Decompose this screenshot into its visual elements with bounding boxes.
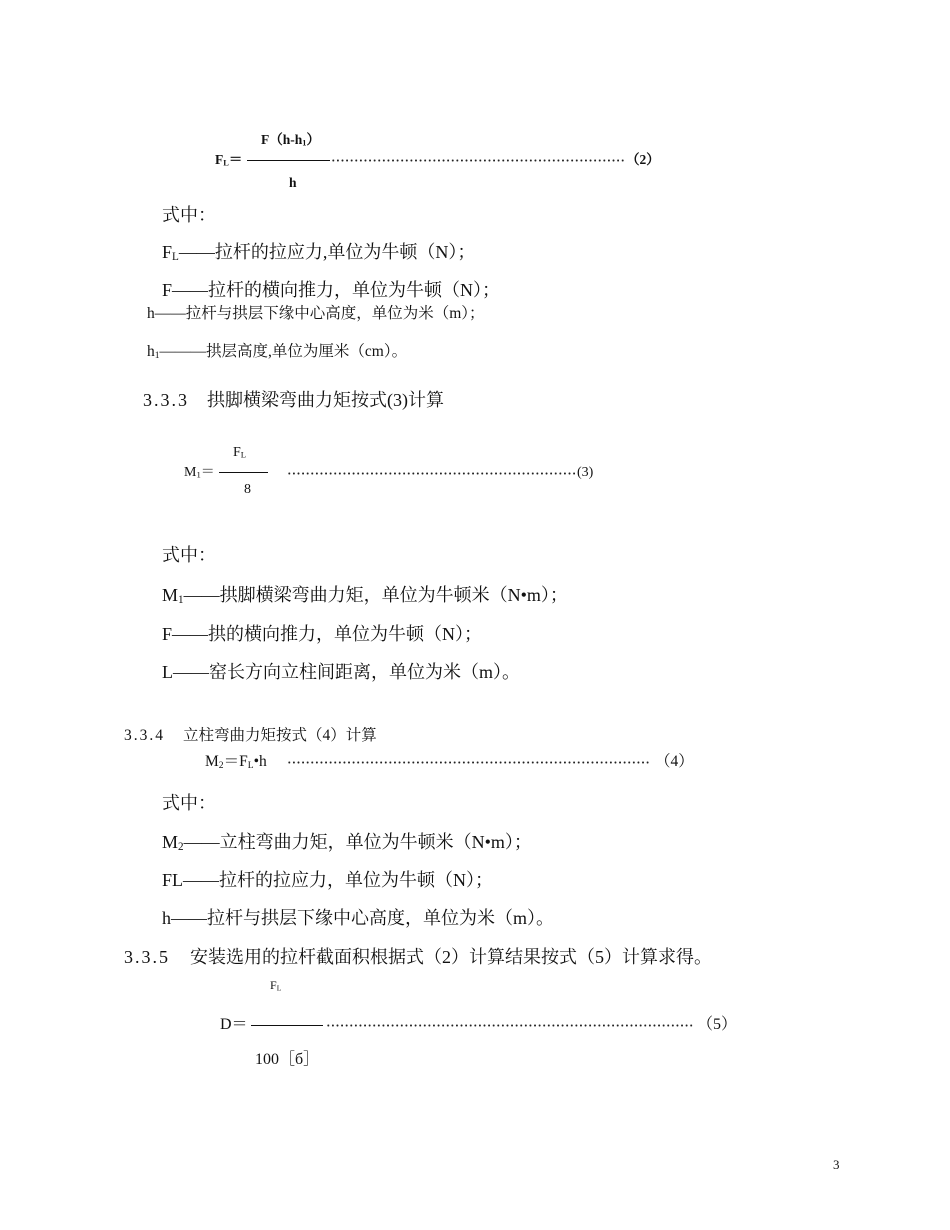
section-title: 安装选用的拉杆截面积根据式（2）计算结果按式（5）计算求得。 <box>190 947 712 967</box>
symbol: F <box>233 445 241 460</box>
formula-5-lhs: D＝ <box>220 1016 248 1033</box>
definition-h1 <box>147 342 407 362</box>
formula-5-fraction-bar <box>251 1025 323 1026</box>
symbol: F <box>162 280 173 300</box>
section-3-3-3-heading <box>143 388 444 412</box>
definition-m2 <box>162 830 532 854</box>
symbol: h <box>147 343 155 360</box>
definition-text: ——立柱弯曲力矩，单位为牛顿米（N•m）； <box>183 832 532 852</box>
formula-3-dot-leader <box>287 472 575 475</box>
section-number: 3.3.4 <box>124 727 165 744</box>
formula-4-dot-leader <box>287 761 651 764</box>
symbol: F <box>215 152 224 167</box>
formula-3-denominator: 8 <box>244 482 251 497</box>
subscript: L <box>276 983 282 993</box>
subscript: L <box>240 449 247 460</box>
symbol: F <box>162 624 173 644</box>
section-3-3-5-heading <box>124 945 712 969</box>
formula-4-expression <box>205 752 267 772</box>
definition-text: ——拉杆与拱层下缘中心高度，单位为米（m）； <box>154 305 485 322</box>
where-label: 式中： <box>162 793 216 813</box>
where-label: 式中： <box>162 205 216 225</box>
subscript: 1 <box>154 349 160 361</box>
definition-m1 <box>162 583 568 607</box>
formula-3-fraction-bar <box>219 472 268 473</box>
definition-text: ——拱脚横梁弯曲力矩，单位为牛顿米（N•m）； <box>183 585 568 605</box>
symbol: M <box>162 832 179 852</box>
section-title: 立柱弯曲力矩按式（4）计算 <box>183 727 377 744</box>
symbol: h <box>147 305 155 322</box>
subscript: L <box>223 158 229 168</box>
formula-2-number: （2） <box>626 152 660 167</box>
section-number: 3.3.5 <box>124 947 170 967</box>
subscript: 1 <box>196 469 201 480</box>
subscript: 1 <box>302 138 307 148</box>
definition-l <box>162 660 520 684</box>
numerator-close: ） <box>306 132 320 147</box>
formula-3-number: (3) <box>577 465 594 480</box>
expression-middle: ＝F <box>223 753 248 770</box>
equals-sign: ＝ <box>200 465 215 480</box>
formula-2-numerator <box>261 131 320 149</box>
definition-text: ———拱层高度,单位为厘米（cm）。 <box>159 343 408 360</box>
where-label: 式中： <box>162 545 216 565</box>
subscript: 2 <box>218 759 224 771</box>
symbol: F <box>270 978 277 992</box>
formula-2-fraction-bar <box>247 160 330 161</box>
definition-text: ——窑长方向立柱间距离，单位为米（m）。 <box>173 662 520 682</box>
section-3-3-4-heading <box>124 726 377 746</box>
definition-h: h——拉杆与拱层下缘中心高度，单位为米（m）。 <box>162 908 554 928</box>
formula-5-denominator: 100［б］ <box>255 1051 320 1068</box>
formula-2-lhs <box>215 151 242 169</box>
numerator-text: F（h-h <box>261 132 303 147</box>
definition-text: ——拉杆的拉应力,单位为牛顿（N）； <box>178 242 476 262</box>
symbol: L <box>162 662 173 682</box>
formula-2-denominator: h <box>289 175 297 190</box>
formula-3-numerator <box>233 444 246 462</box>
subscript: 2 <box>178 841 184 854</box>
expression-end: •h <box>253 753 267 770</box>
definition-text: ——拱的横向推力，单位为牛顿（N）； <box>172 624 483 644</box>
section-title: 拱脚横梁弯曲力矩按式(3)计算 <box>207 390 444 410</box>
formula-4-number: （4） <box>655 753 694 770</box>
formula-2-dot-leader <box>331 159 625 162</box>
definition-f <box>162 278 500 302</box>
definition-text: ——拉杆的横向推力，单位为牛顿（N）； <box>172 280 501 300</box>
symbol: M <box>162 585 179 605</box>
formula-5-numerator <box>270 977 281 993</box>
page-number: 3 <box>833 1157 840 1172</box>
definition-fl: FL——拉杆的拉应力，单位为牛顿（N）； <box>162 870 494 890</box>
formula-5-dot-leader <box>326 1024 694 1027</box>
formula-3-lhs <box>184 464 215 482</box>
definition-fl <box>162 240 475 264</box>
symbol: M <box>184 465 197 480</box>
symbol: M <box>205 753 219 770</box>
subscript: 1 <box>178 594 184 607</box>
subscript: L <box>247 759 254 771</box>
section-number: 3.3.3 <box>143 390 189 410</box>
definition-h <box>147 304 485 324</box>
equals-sign: ＝ <box>228 152 243 167</box>
formula-5-number: （5） <box>697 1016 738 1033</box>
symbol: F <box>162 242 173 262</box>
subscript: L <box>172 251 179 264</box>
definition-f <box>162 622 482 646</box>
